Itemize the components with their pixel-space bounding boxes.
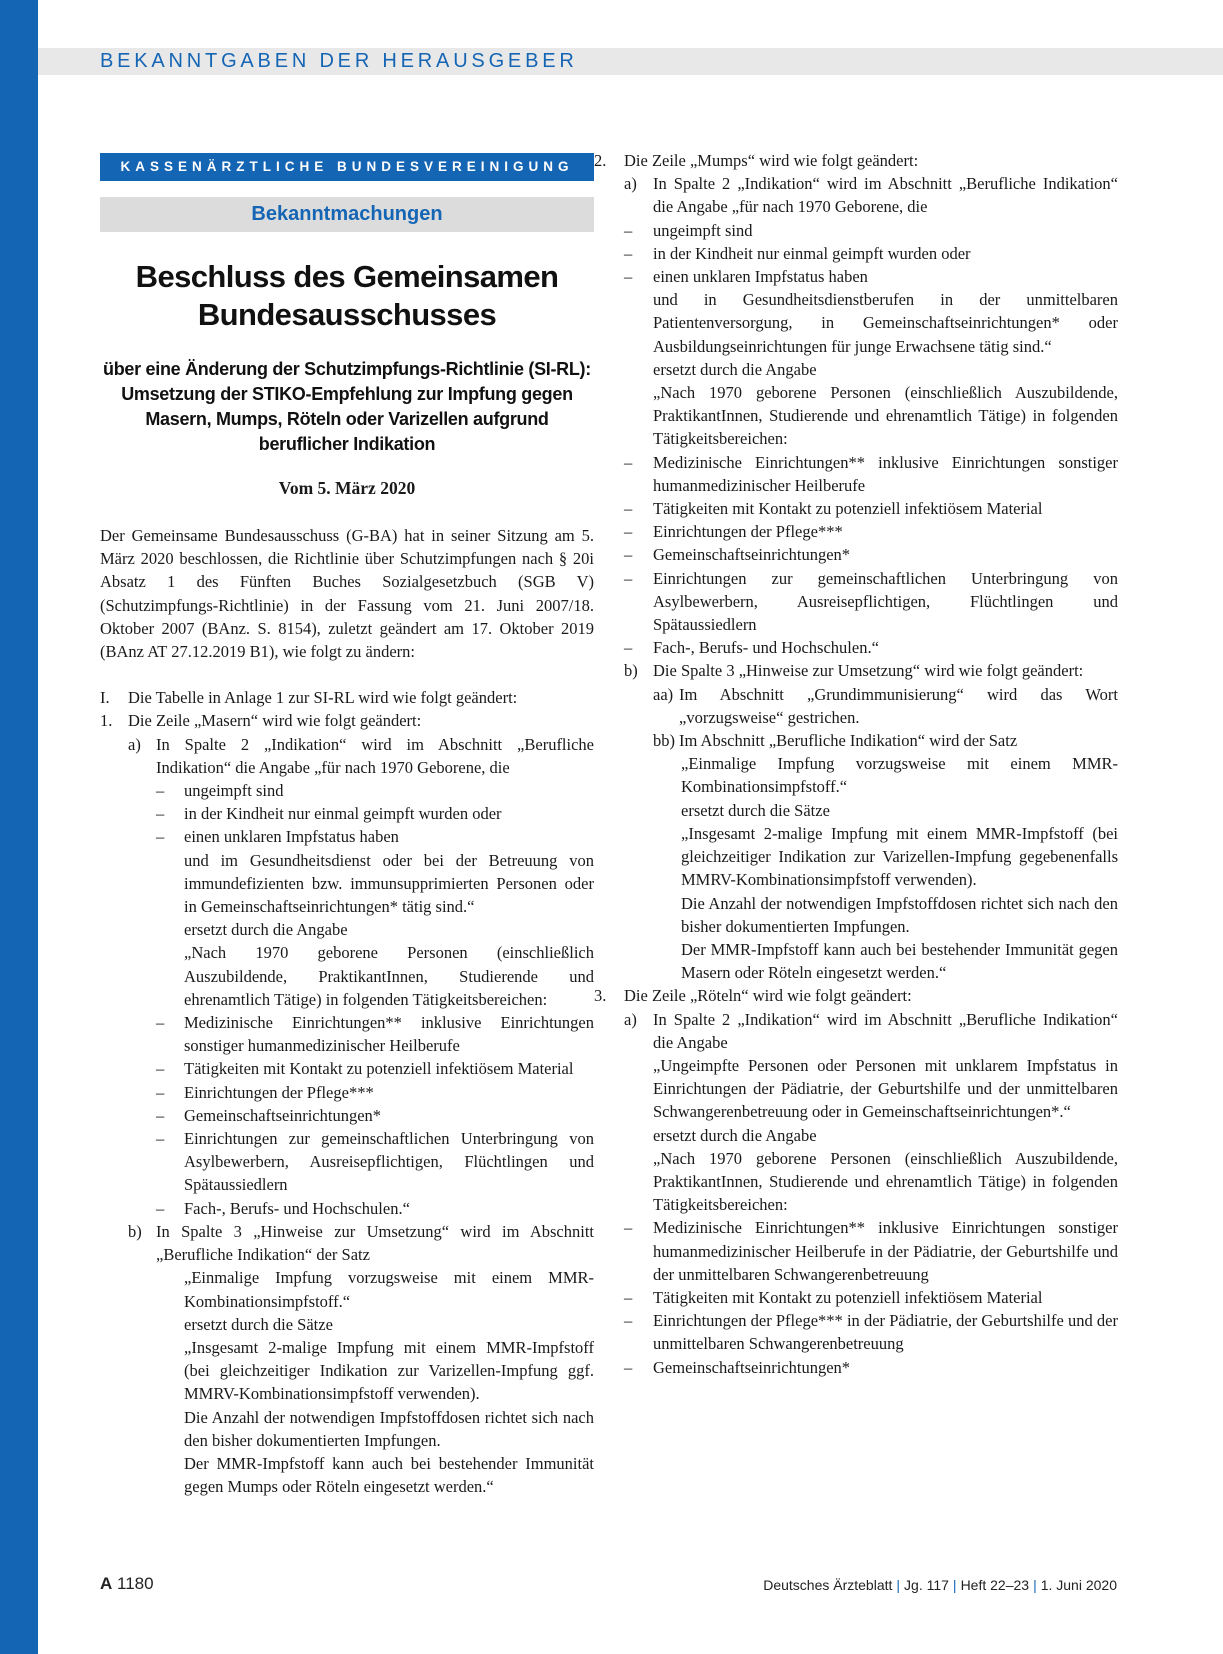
list-text: Medizinische Einrichtungen** inklusive Einrichtungen sonstiger humanmedizinischer Heilberufe in der Pädiatrie, der Geburtshilfe und der unmittelbaren Schwangerenbetreuung (653, 1218, 1118, 1284)
list-text: Tätigkeiten mit Kontakt zu potenziell infektiösem Material (653, 1287, 1043, 1307)
list-item (100, 918, 594, 941)
list-item (100, 1406, 594, 1452)
list-item (624, 752, 1118, 798)
rubric-label: Bekanntmachungen (100, 197, 594, 232)
article-title (100, 258, 594, 334)
list-text: Medizinische Einrichtungen** inklusive Einrichtungen sonstiger humanmedizinischer Heilberufe (653, 452, 1118, 495)
list-text: „Nach 1970 geborene Personen (einschließlich Auszubildende, PraktikantInnen, Studierende und ehrenamtlich Tätige) in folgenden Tätigkeitsbereichen: (184, 943, 594, 1009)
page-number-value: 1180 (117, 1574, 154, 1593)
list-text: Fach-, Berufs- und Hochschulen.“ (184, 1198, 410, 1218)
list-text: „Insgesamt 2-malige Impfung mit einem MMR-Impfstoff (bei gleichzeitiger Indikation zur Varizellen-Impfung ggf. MMRV-Kombinationsimpfstoff verwenden). (184, 1337, 594, 1404)
list-marker: bb) (653, 731, 675, 751)
list-text: ersetzt durch die Sätze (681, 800, 830, 820)
organization-banner: KASSENÄRZTLICHE BUNDESVEREINIGUNG (100, 153, 594, 181)
list-marker: a) (128, 734, 141, 754)
list-item (624, 381, 1118, 451)
list-marker: – (624, 1357, 633, 1377)
list-text: „Ungeimpfte Personen oder Personen mit unklarem Impfstatus in Einrichtungen der Pädiatrie, der Geburtshilfe und der unmittelbaren Schwangerenbetreuung oder in Gemeinschaftseinrichtungen*.“ (653, 1055, 1118, 1122)
journal-name: Deutsches Ärzteblatt (763, 1577, 893, 1593)
list-item (100, 849, 594, 919)
list-text: „Nach 1970 geborene Personen (einschließlich Auszubildende, PraktikantInnen, Studierende und ehrenamtlich Tätige) in folgenden Tätigkeitsbereichen: (653, 1148, 1118, 1215)
page-number (100, 1574, 154, 1594)
list-text: Tätigkeiten mit Kontakt zu potenziell infektiösem Material (184, 1059, 574, 1079)
list-text: Einrichtungen der Pflege*** (184, 1082, 374, 1102)
list-marker: b) (128, 1221, 142, 1241)
list-text: und im Gesundheitsdienst oder bei der Betreuung von immundefizienten bzw. immunsupprimierten Personen oder in Gemeinschaftseinrichtungen* tätig sind.“ (184, 850, 594, 917)
list-text: Einrichtungen zur gemeinschaftlichen Unterbringung von Asylbewerbern, Ausreisepflichtigen, Flüchtlingen und Spätaussiedlern (653, 568, 1118, 635)
list-text: ersetzt durch die Angabe (653, 359, 817, 379)
list-item (100, 1197, 594, 1220)
list-item (624, 1147, 1118, 1217)
article-date: Vom 5. März 2020 (278, 478, 416, 498)
list-item (624, 358, 1118, 381)
list-item (624, 543, 1118, 566)
list-marker: – (156, 781, 165, 801)
article-title-line-2: Bundesausschusses (197, 297, 497, 332)
journal-volume: Jg. 117 (904, 1577, 949, 1593)
list-item (624, 172, 1118, 218)
list-item (100, 1127, 594, 1197)
list-item (100, 825, 594, 848)
list-text: Die Anzahl der notwendigen Impfstoffdosen richtet sich nach den bisher dokumentierten Impfungen. (184, 1407, 594, 1450)
section-header: BEKANNTGABEN DER HERAUSGEBER (100, 50, 578, 72)
list-text: Medizinische Einrichtungen** inklusive Einrichtungen sonstiger humanmedizinischer Heilberufe (184, 1013, 594, 1056)
list-item (624, 219, 1118, 242)
list-item (624, 659, 1118, 682)
list-item (100, 941, 594, 1011)
list-marker: – (624, 545, 633, 565)
list-text: ersetzt durch die Angabe (184, 920, 348, 940)
list-text: Der MMR-Impfstoff kann auch bei bestehender Immunität gegen Mumps oder Röteln eingesetzt werden.“ (184, 1453, 594, 1497)
list-item (624, 497, 1118, 520)
list-item (624, 799, 1118, 822)
list-item (100, 779, 594, 802)
intro-paragraph: Der Gemeinsame Bundesausschuss (G-BA) hat in seiner Sitzung am 5. März 2020 beschlossen, die Richtlinie über Schutzimpfungen nach § 20i Absatz 1 des Fünften Buches Sozialgesetzbuch (SGB V) (Schutzimpfungs-Richtlinie) in der Fassung vom 21. Juni 2007/18. Oktober 2007 (BAnz. S. 8154), zuletzt geändert am 17. Oktober 2019 (BAnz AT 27.12.2019 B1), wie folgt zu ändern: (100, 526, 594, 662)
list-item (624, 1054, 1118, 1124)
journal-issue: Heft 22–23 (960, 1577, 1030, 1593)
list-text: Tätigkeiten mit Kontakt zu potenziell infektiösem Material (653, 499, 1043, 519)
list-marker: – (624, 568, 633, 588)
list-item (100, 733, 594, 779)
list-marker: – (624, 267, 633, 287)
list-marker: – (624, 220, 633, 240)
list-marker: – (624, 499, 633, 519)
list-item (624, 1216, 1118, 1286)
list-text: in der Kindheit nur einmal geimpft wurden oder (653, 243, 971, 263)
list-item (100, 1057, 594, 1080)
list-text: Fach-, Berufs- und Hochschulen.“ (653, 638, 879, 658)
list-marker: – (156, 1013, 165, 1033)
list-marker: 2. (594, 151, 607, 170)
list-text: „Einmalige Impfung vorzugsweise mit einem MMR-Kombinationsimpfstoff.“ (681, 754, 1118, 797)
list-text: einen unklaren Impfstatus haben (653, 267, 868, 287)
list-text: Im Abschnitt „Grundimmunisierung“ wird das Wort „vorzugsweise“ gestrichen. (679, 684, 1118, 727)
list-text: „Insgesamt 2-malige Impfung mit einem MMR-Impfstoff (bei gleichzeitiger Indikation zur Varizellen-Impfung gegebenenfalls MMRV-Kombinationsimpfstoff verwenden). (681, 823, 1118, 890)
list-marker: I. (100, 688, 110, 708)
list-marker: b) (624, 661, 638, 681)
list-item (624, 567, 1118, 637)
list-marker: – (156, 1129, 165, 1149)
list-text: und in Gesundheitsdienstberufen in der unmittelbaren Patientenversorgung, in Gemeinschaftseinrichtungen* oder Ausbildungseinrichtungen für junge Erwachsene tätig sind.“ (653, 290, 1118, 356)
list-text: In Spalte 2 „Indikation“ wird im Abschnitt „Berufliche Indikation“ die Angabe (653, 1009, 1118, 1052)
list-item (624, 822, 1118, 892)
list-item (594, 149, 1118, 172)
list-item (624, 1286, 1118, 1309)
list-item (624, 636, 1118, 659)
list-text: In Spalte 2 „Indikation“ wird im Abschnitt „Berufliche Indikation“ die Angabe „für nach 1970 Geborene, die (156, 734, 594, 777)
list-item (624, 892, 1118, 938)
list-item (624, 938, 1118, 984)
list-item (100, 709, 594, 732)
list-item (624, 1309, 1118, 1355)
list-marker: 3. (594, 986, 607, 1006)
list-item (100, 686, 594, 709)
list-text: Die Zeile „Röteln“ wird wie folgt geändert: (624, 986, 912, 1006)
list-marker: – (624, 452, 633, 472)
list-text: Die Spalte 3 „Hinweise zur Umsetzung“ wird wie folgt geändert: (653, 661, 1084, 681)
list-text: Die Zeile „Masern“ wird wie folgt geändert: (128, 711, 422, 731)
list-item (624, 683, 1118, 729)
article-subtitle: über eine Änderung der Schutzimpfungs-Richtlinie (SI-RL): Umsetzung der STIKO-Empfehlung zur Impfung gegen Masern, Mumps, Röteln oder Varizellen aufgrund beruflicher Indikation (103, 359, 591, 454)
list-item (100, 1452, 594, 1498)
list-marker: – (156, 1105, 165, 1125)
list-text: Im Abschnitt „Berufliche Indikation“ wird der Satz (679, 731, 1018, 751)
page-prefix: A (100, 1574, 113, 1593)
list-text: Die Zeile „Mumps“ wird wie folgt geändert: (624, 151, 919, 170)
list-item (624, 1356, 1118, 1379)
list-item (100, 1104, 594, 1127)
list-marker: – (156, 827, 165, 847)
journal-footer: Deutsches Ärzteblatt | Jg. 117 | Heft 22–23 | 1. Juni 2020 (763, 1577, 1117, 1593)
list-marker: – (156, 1059, 165, 1079)
list-marker: – (624, 522, 633, 542)
list-text: In Spalte 3 „Hinweise zur Umsetzung“ wird im Abschnitt „Berufliche Indikation“ der Satz (156, 1221, 594, 1265)
list-text: Einrichtungen der Pflege*** (653, 522, 843, 542)
list-text: ersetzt durch die Sätze (184, 1314, 333, 1334)
list-marker: a) (624, 174, 637, 194)
article-title-line-1: Beschluss des Gemeinsamen (135, 259, 559, 294)
list-item (100, 1313, 594, 1336)
list-text: Der MMR-Impfstoff kann auch bei bestehender Immunität gegen Masern oder Röteln eingesetzt werden.“ (681, 939, 1118, 983)
list-item (100, 1081, 594, 1104)
list-item (100, 1336, 594, 1406)
list-marker: – (156, 804, 165, 824)
list-item (624, 288, 1118, 358)
list-marker: a) (624, 1009, 637, 1029)
list-item (100, 1266, 594, 1312)
list-item (100, 1011, 594, 1057)
list-item (594, 984, 1118, 1007)
list-item (624, 242, 1118, 265)
journal-date: 1. Juni 2020 (1040, 1577, 1117, 1593)
list-text: „Einmalige Impfung vorzugsweise mit einem MMR-Kombinationsimpfstoff.“ (184, 1268, 594, 1311)
list-marker: 1. (100, 711, 113, 731)
list-text: ungeimpft sind (653, 220, 753, 240)
list-text: Gemeinschaftseinrichtungen* (184, 1105, 382, 1125)
list-text: in der Kindheit nur einmal geimpft wurden oder (184, 804, 502, 824)
list-text: Die Anzahl der notwendigen Impfstoffdosen richtet sich nach den bisher dokumentierten Impfungen. (681, 893, 1118, 936)
list-marker: – (624, 1287, 633, 1307)
left-column (100, 524, 594, 1498)
list-marker: aa) (653, 684, 674, 704)
list-text: einen unklaren Impfstatus haben (184, 827, 399, 847)
list-marker: – (624, 1311, 633, 1331)
list-text: In Spalte 2 „Indikation“ wird im Abschnitt „Berufliche Indikation“ die Angabe „für nach 1970 Geborene, die (653, 174, 1118, 217)
list-item (624, 729, 1118, 752)
list-text: „Nach 1970 geborene Personen (einschließlich Auszubildende, PraktikantInnen, Studierende und ehrenamtlich Tätige) in folgenden Tätigkeitsbereichen: (653, 383, 1118, 449)
list-text: Einrichtungen zur gemeinschaftlichen Unterbringung von Asylbewerbern, Ausreisepflichtigen, Flüchtlingen und Spätaussiedlern (184, 1129, 594, 1195)
list-text: ersetzt durch die Angabe (653, 1125, 817, 1145)
list-text: ungeimpft sind (184, 781, 284, 801)
list-item (624, 1124, 1118, 1147)
list-marker: – (624, 638, 633, 658)
list-text: Einrichtungen der Pflege*** in der Pädiatrie, der Geburtshilfe und der unmittelbaren Schwangerenbetreuung (653, 1311, 1118, 1354)
list-item (624, 451, 1118, 497)
list-item (100, 1220, 594, 1266)
right-list (594, 149, 1118, 1379)
list-item (624, 520, 1118, 543)
left-color-bar (0, 0, 38, 1654)
list-marker: – (624, 243, 633, 263)
list-item (624, 1008, 1118, 1054)
list-text: Die Tabelle in Anlage 1 zur SI-RL wird wie folgt geändert: (128, 688, 518, 708)
list-marker: – (156, 1082, 165, 1102)
right-column (594, 149, 1118, 1379)
list-item (100, 802, 594, 825)
list-text: Gemeinschaftseinrichtungen* (653, 1357, 851, 1377)
list-item (624, 265, 1118, 288)
list-text: Gemeinschaftseinrichtungen* (653, 545, 851, 565)
left-list (100, 686, 594, 1498)
list-marker: – (156, 1198, 165, 1218)
list-marker: – (624, 1218, 633, 1238)
